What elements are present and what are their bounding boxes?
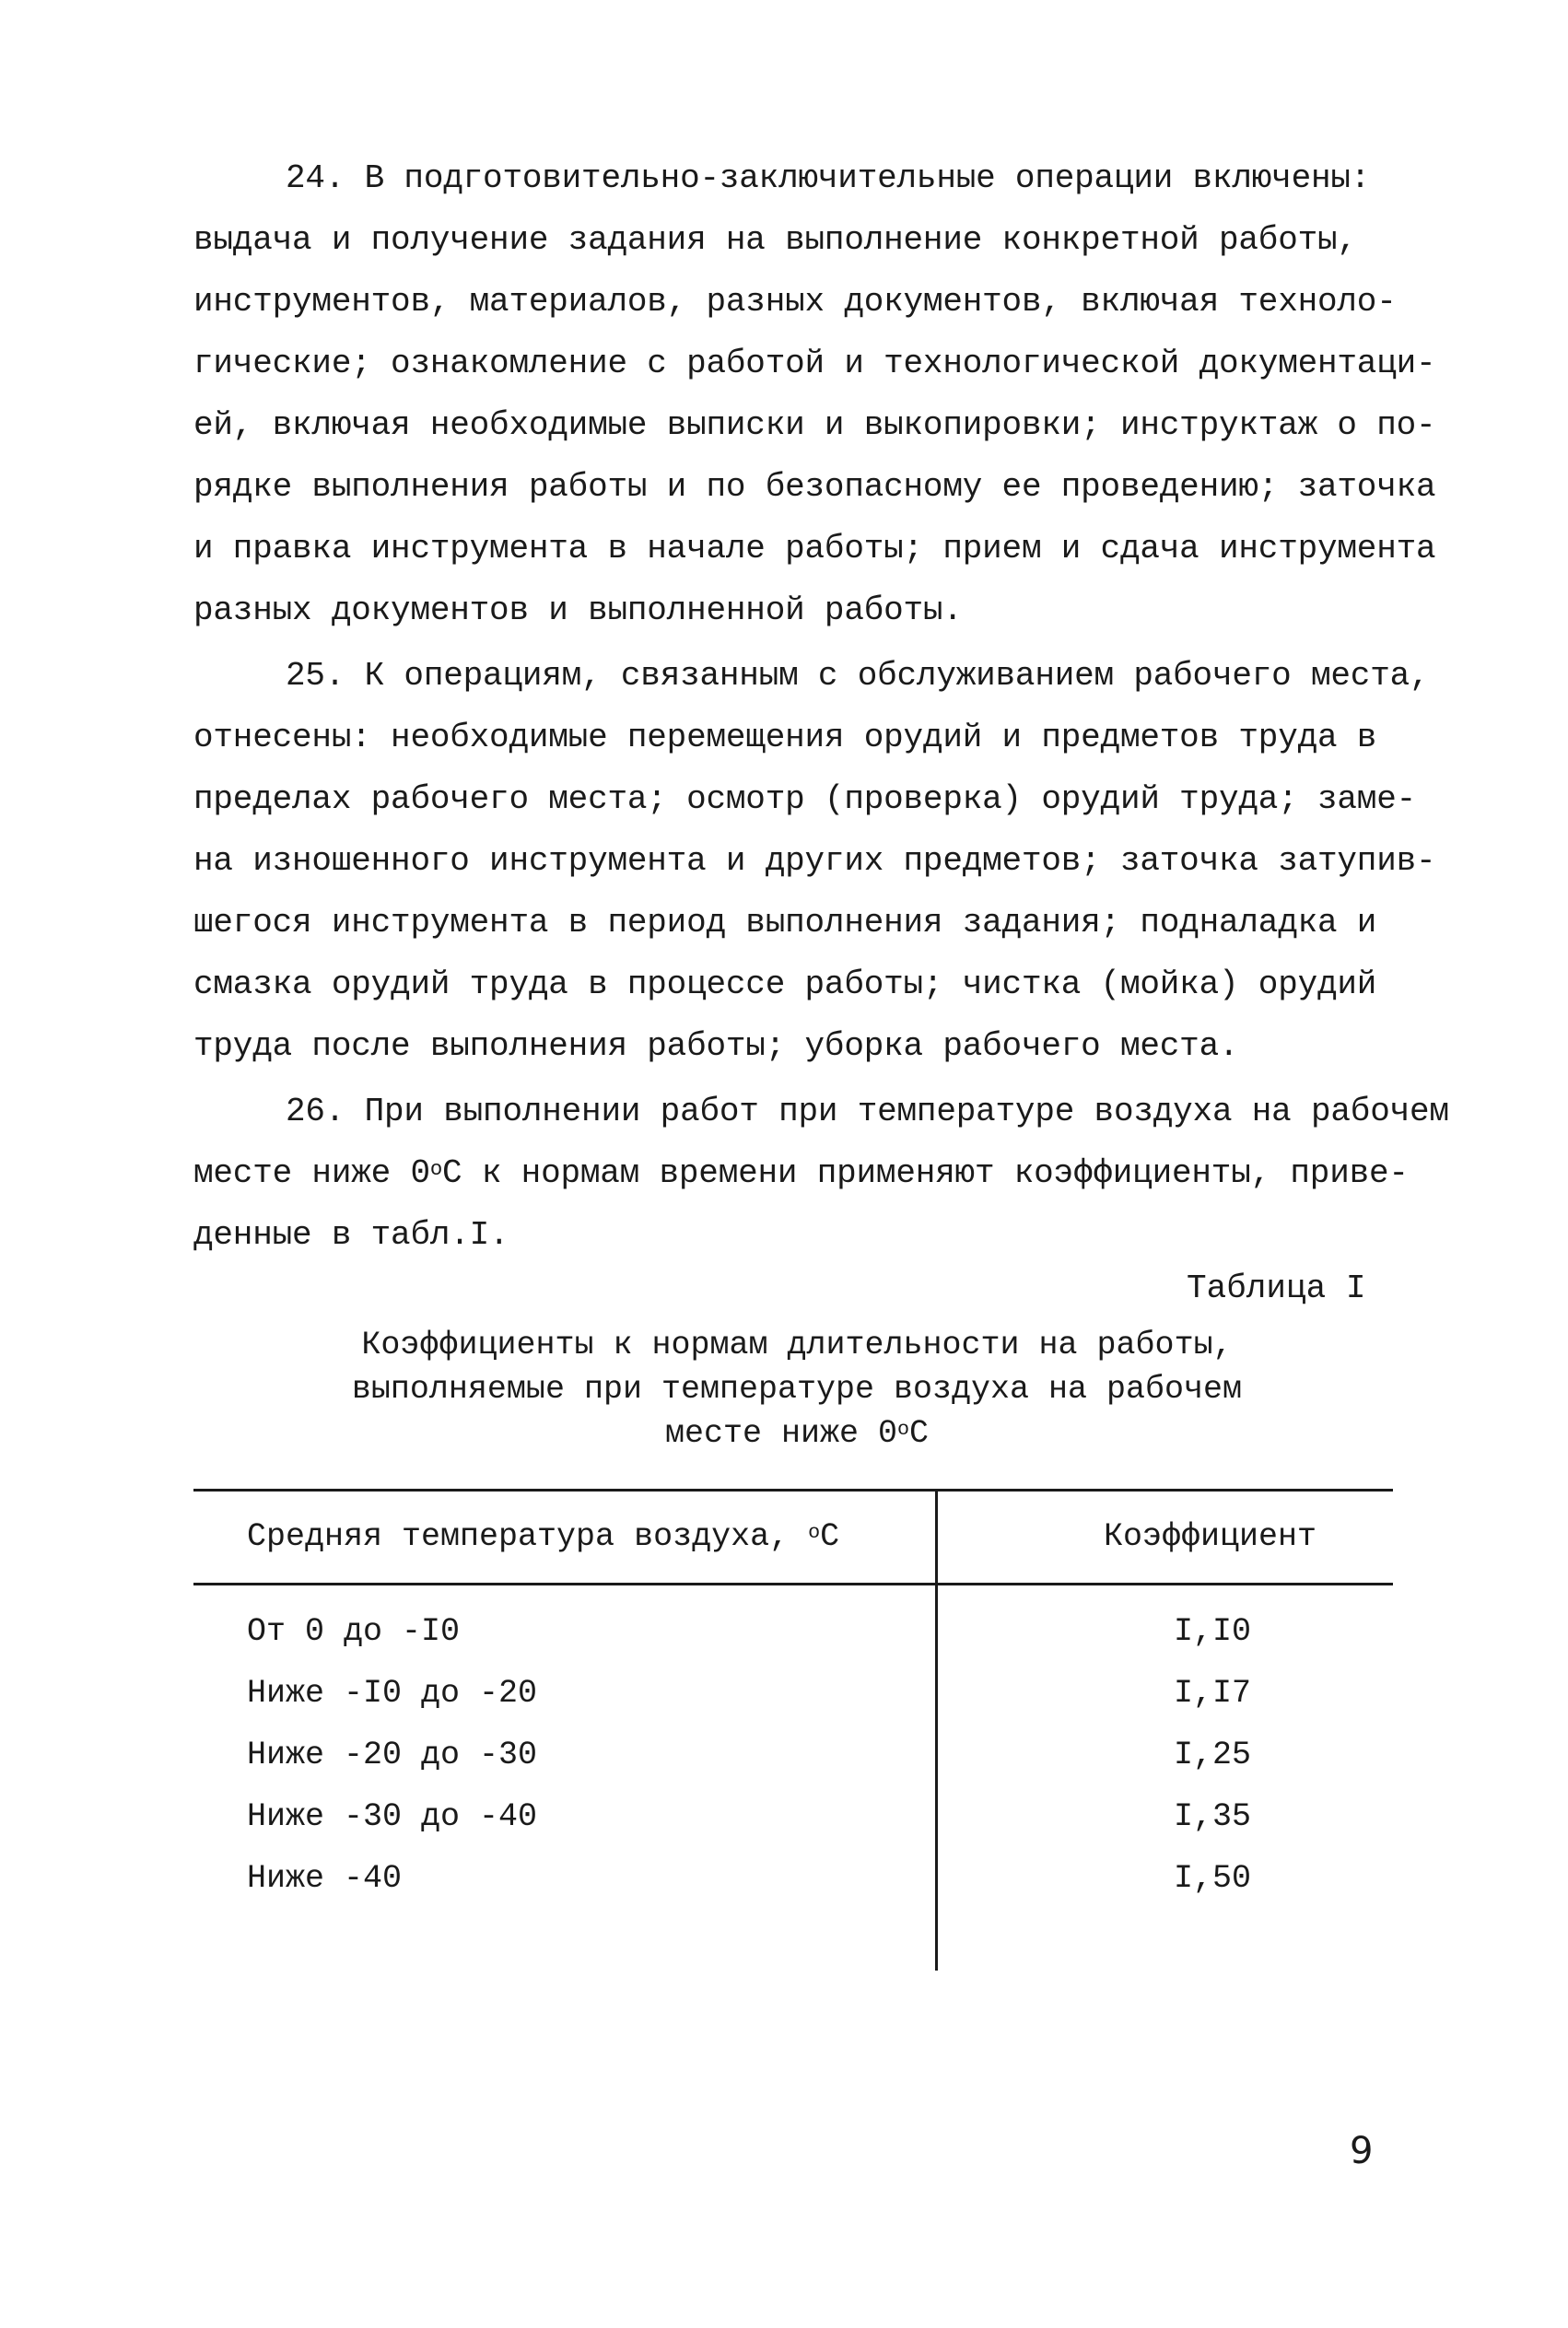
paragraph-line: 25. К операциям, связанным с обслуживанием рабочего места, [286, 657, 1430, 695]
table-title-line: Коэффициенты к нормам длительности на работы, [361, 1327, 1233, 1363]
paragraph-line: инструментов, материалов, разных документов, включая техноло- [193, 283, 1397, 321]
paragraph-line: 24. В подготовительно-заключительные операции включены: [286, 159, 1371, 197]
table-header-temperature [247, 1514, 839, 1560]
paragraph-line: пределах рабочего места; осмотр (проверка) орудий труда; заме- [193, 780, 1417, 818]
text-segment: С [909, 1415, 930, 1452]
text-segment: месте ниже 0 [193, 1154, 430, 1192]
text-segment: Средняя температура воздуха, [247, 1518, 809, 1555]
table-caption: Таблица I [1187, 1269, 1366, 1307]
paragraph-line: отнесены: необходимые перемещения орудий и предметов труда в [193, 719, 1377, 756]
paragraph-line: труда после выполнения работы; уборка рабочего места. [193, 1027, 1239, 1065]
paragraph-line: 26. При выполнении работ при температуре воздуха на рабочем [286, 1093, 1449, 1130]
coefficient-cell: I,35 [1174, 1798, 1252, 1835]
degree-sign: о [429, 1157, 443, 1182]
table-title-line: выполняемые при температуре воздуха на рабочем [351, 1371, 1243, 1408]
temperature-cell: Ниже -20 до -30 [247, 1737, 538, 1773]
table-column-divider [935, 1490, 938, 1971]
paragraph-line: шегося инструмента в период выполнения задания; подналадка и [193, 904, 1377, 942]
paragraph-line: на изношенного инструмента и других предметов; заточка затупив- [193, 842, 1436, 880]
paragraph-line: и правка инструмента в начале работы; прием и сдача инструмента [193, 530, 1436, 567]
temperature-cell: Ниже -I0 до -20 [247, 1675, 538, 1712]
table-header-rule [193, 1583, 1393, 1585]
paragraph-line [193, 1146, 1409, 1201]
paragraph-line: смазка орудий труда в процессе работы; чистка (мойка) орудий [193, 965, 1377, 1003]
paragraph-line: разных документов и выполненной работы. [193, 591, 963, 629]
paragraph-line: ей, включая необходимые выписки и выкопировки; инструктаж о по- [193, 406, 1436, 444]
text-segment: С [820, 1518, 840, 1555]
temperature-cell: От 0 до -I0 [247, 1613, 461, 1650]
table-top-rule [193, 1489, 1393, 1492]
degree-sign: о [808, 1521, 821, 1545]
page-number: 9 [1350, 2130, 1374, 2172]
temperature-cell: Ниже -40 [247, 1860, 403, 1897]
paragraph-line: рядке выполнения работы и по безопасному ее проведению; заточка [193, 468, 1436, 506]
coefficient-cell: I,I7 [1174, 1675, 1252, 1712]
coefficient-cell: I,I0 [1174, 1613, 1252, 1650]
text-segment: С к нормам времени применяют коэффициенты, приве- [442, 1154, 1409, 1192]
temperature-cell: Ниже -30 до -40 [247, 1798, 538, 1835]
coefficient-cell: I,50 [1174, 1860, 1252, 1897]
paragraph-line: выдача и получение задания на выполнение конкретной работы, [193, 221, 1357, 259]
paragraph-line: гические; ознакомление с работой и технологической документаци- [193, 345, 1436, 382]
paragraph-line: денные в табл.I. [193, 1216, 509, 1254]
table-title-line [276, 1412, 1317, 1455]
text-segment: месте ниже 0 [664, 1415, 897, 1452]
coefficient-cell: I,25 [1174, 1737, 1252, 1773]
degree-sign: о [897, 1418, 910, 1442]
table-header-coefficient: Коэффициент [1104, 1518, 1317, 1555]
